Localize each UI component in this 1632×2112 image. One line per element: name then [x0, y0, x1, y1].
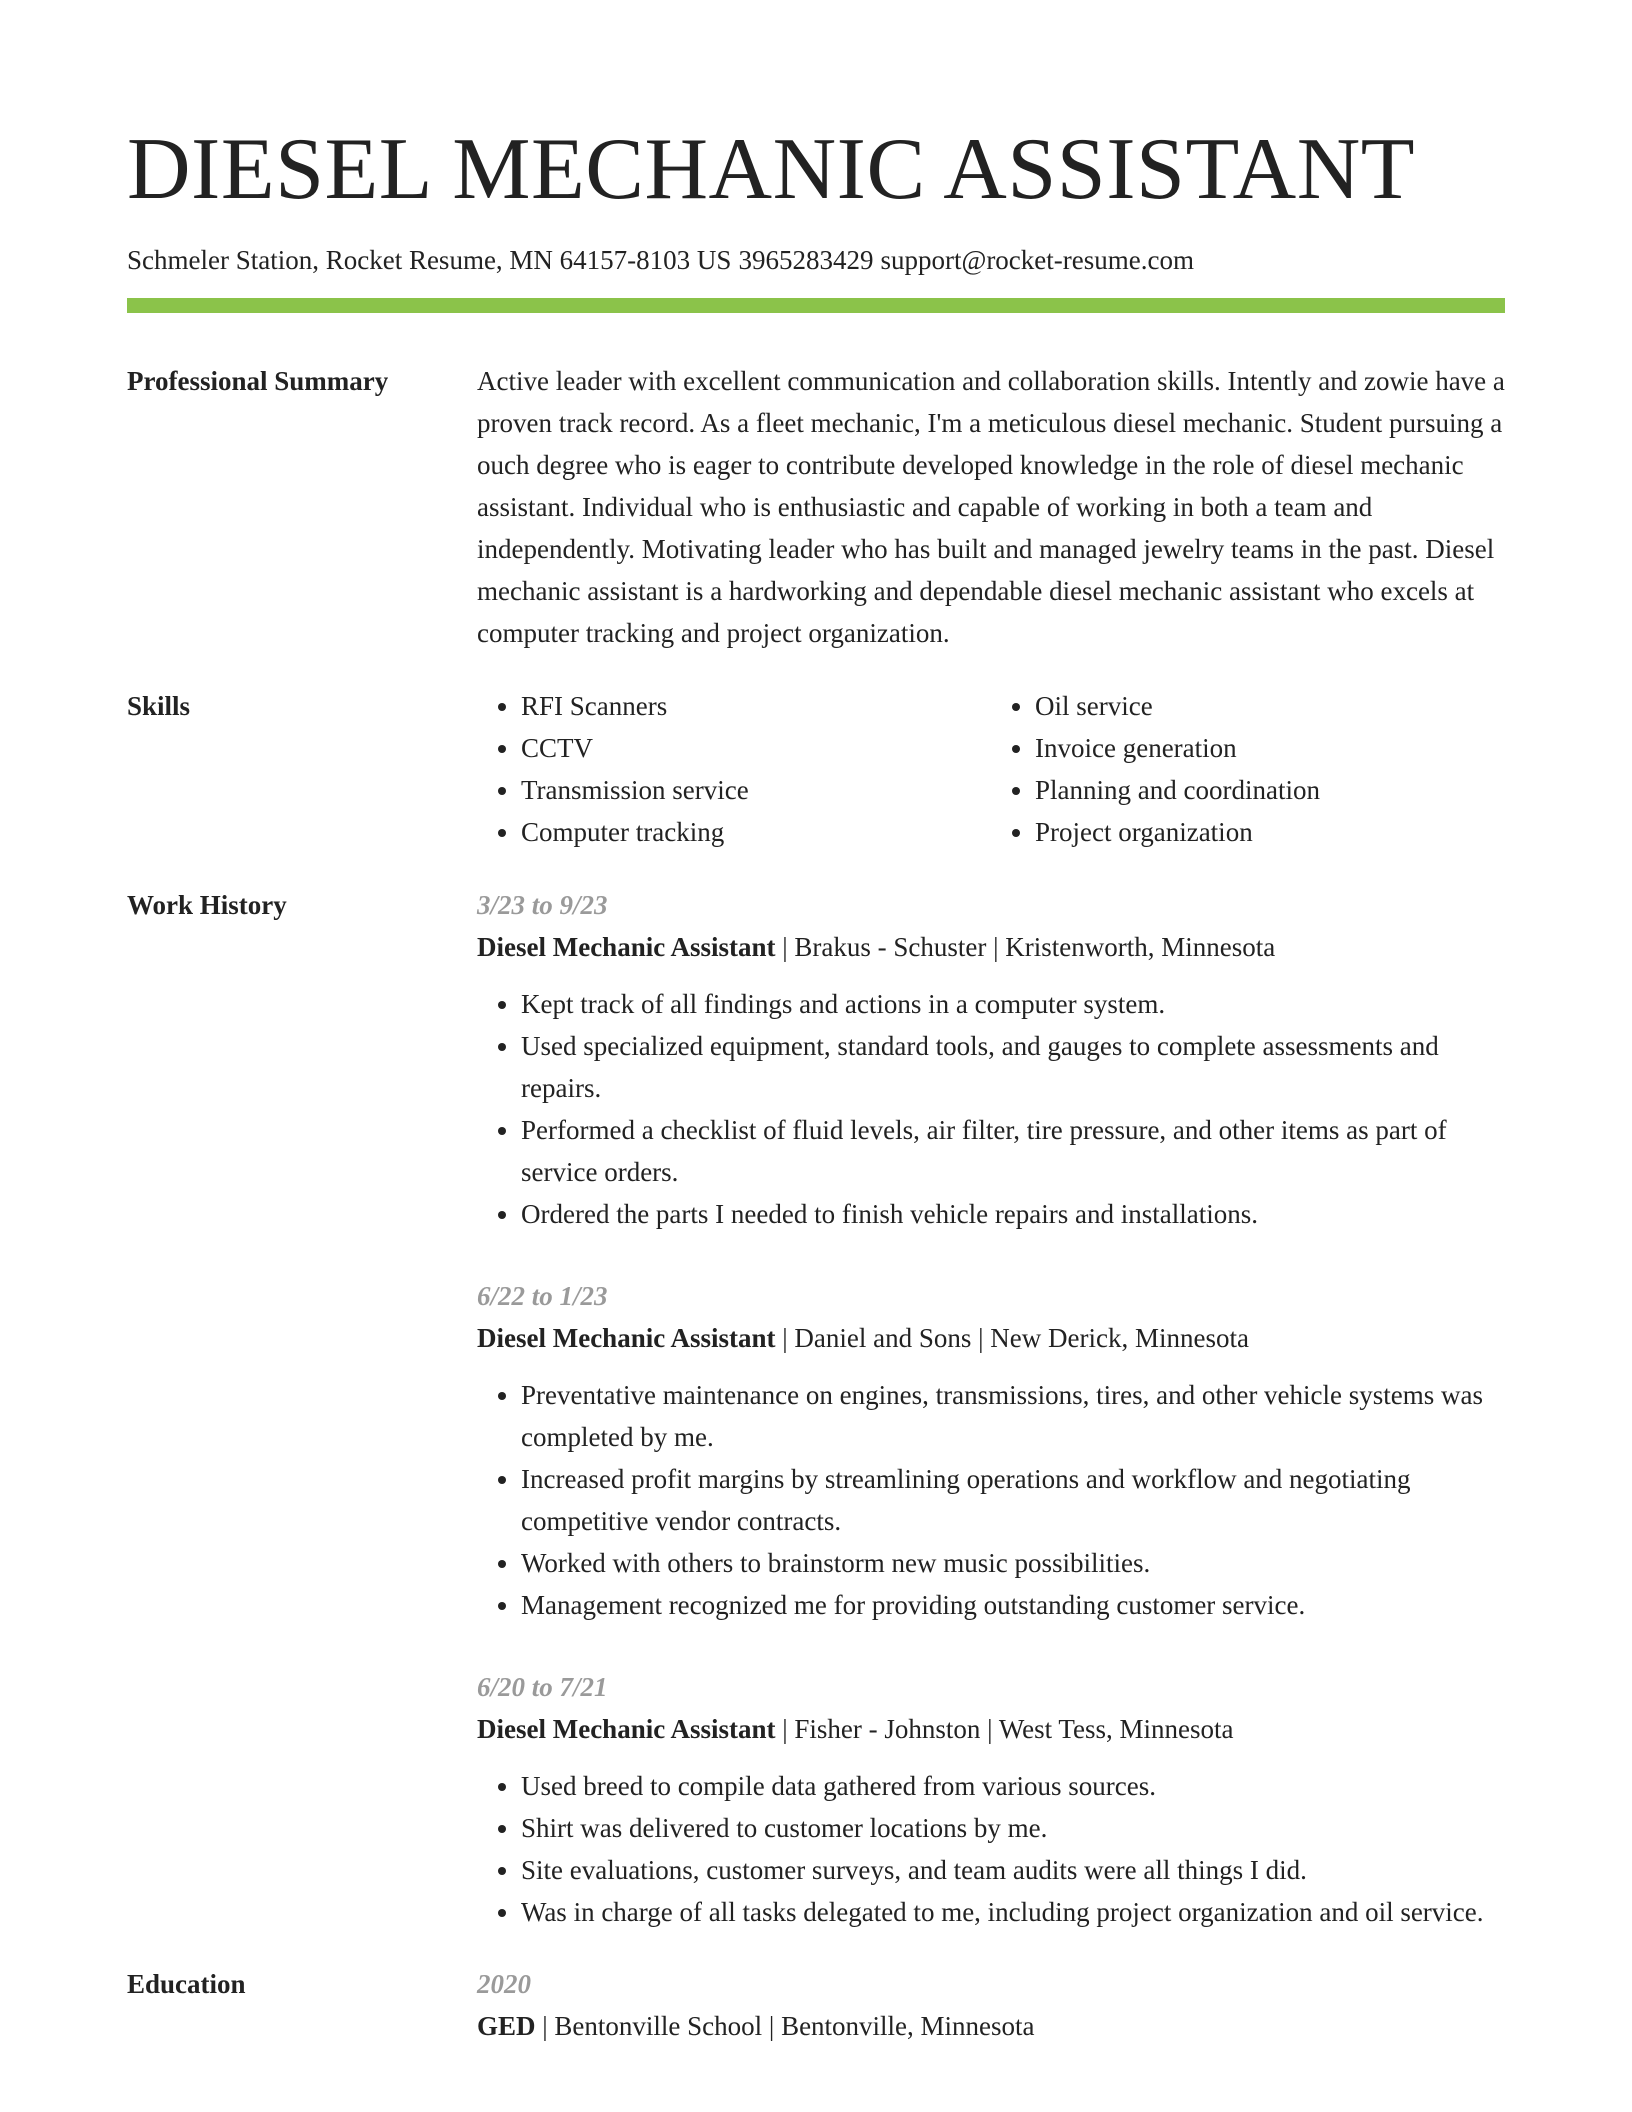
job-location: Kristenworth, Minnesota	[1005, 932, 1276, 962]
skill-item: • Computer tracking	[521, 811, 991, 853]
skills-column-left	[477, 685, 991, 853]
job-bullets	[477, 1374, 1505, 1626]
contact-address: Schmeler Station, Rocket Resume, MN 64157-8103 US	[127, 245, 732, 275]
job-heading	[477, 1317, 1505, 1359]
job-entry	[477, 884, 1505, 1235]
job-bullet: • Kept track of all findings and actions in a computer system.	[521, 983, 1505, 1025]
job-company: Daniel and Sons	[794, 1323, 972, 1353]
summary-text: Active leader with excellent communication and collaboration skills. Intently and zowie have a proven track record. As a fleet mechanic, I'm a meticulous diesel mechanic. Student pursuing a ouch degree who is eager to contribute developed knowledge in the role of diesel mechanic assistant. Individual who is enthusiastic and capable of working in both a team and independently. Motivating leader who has built and managed jewelry teams in the past. Diesel mechanic assistant is a hardworking and dependable diesel mechanic assistant who excels at computer tracking and project organization.	[477, 366, 1505, 648]
header-divider	[127, 298, 1505, 313]
skill-item: • CCTV	[521, 727, 991, 769]
education-heading-line	[477, 2005, 1505, 2047]
job-location: West Tess, Minnesota	[998, 1714, 1234, 1744]
education-location: Bentonville, Minnesota	[781, 2011, 1035, 2041]
job-title: Diesel Mechanic Assistant	[477, 1323, 776, 1353]
job-separator: |	[980, 1714, 999, 1744]
job-location: New Derick, Minnesota	[990, 1323, 1249, 1353]
job-bullet: • Ordered the parts I needed to finish vehicle repairs and installations.	[521, 1193, 1505, 1235]
education-heading: Education	[127, 1969, 246, 1999]
skills-column-right	[991, 685, 1505, 853]
job-bullet: • Preventative maintenance on engines, transmissions, tires, and other vehicle systems was completed by me.	[521, 1374, 1505, 1458]
education-year: 2020	[477, 1969, 531, 1999]
job-bullet: • Shirt was delivered to customer locations by me.	[521, 1807, 1505, 1849]
education-separator: |	[535, 2011, 555, 2041]
work-history-heading: Work History	[127, 890, 287, 920]
job-dates: 3/23 to 9/23	[477, 890, 608, 920]
job-separator: |	[775, 1323, 795, 1353]
job-separator: |	[775, 932, 795, 962]
job-bullet: • Was in charge of all tasks delegated to me, including project organization and oil service.	[521, 1891, 1505, 1933]
job-dates: 6/22 to 1/23	[477, 1281, 608, 1311]
candidate-name: DIESEL MECHANIC ASSISTANT	[127, 121, 1416, 218]
contact-phone: 3965283429	[738, 245, 874, 275]
job-title: Diesel Mechanic Assistant	[477, 1714, 776, 1744]
education-entry	[477, 1963, 1505, 2047]
job-company: Fisher - Johnston	[794, 1714, 981, 1744]
skill-item: • Invoice generation	[1035, 727, 1505, 769]
job-heading	[477, 1708, 1505, 1750]
work-history-list	[477, 884, 1505, 1933]
job-heading	[477, 926, 1505, 968]
education-degree: GED	[477, 2011, 536, 2041]
job-bullets	[477, 1765, 1505, 1933]
summary-heading: Professional Summary	[127, 366, 389, 396]
job-company: Brakus - Schuster	[794, 932, 987, 962]
skill-item: • Project organization	[1035, 811, 1505, 853]
skill-item: • RFI Scanners	[521, 685, 991, 727]
job-bullet: • Used specialized equipment, standard tools, and gauges to complete assessments and repairs.	[521, 1025, 1505, 1109]
skill-item: • Oil service	[1035, 685, 1505, 727]
job-bullets	[477, 983, 1505, 1235]
job-bullet: • Management recognized me for providing outstanding customer service.	[521, 1584, 1505, 1626]
skills-grid	[477, 685, 1505, 853]
skills-section	[127, 685, 1505, 853]
job-separator: |	[775, 1714, 795, 1744]
work-history-section	[127, 884, 1505, 1933]
skill-item: • Transmission service	[521, 769, 991, 811]
job-entry	[477, 1666, 1505, 1933]
job-entry	[477, 1275, 1505, 1626]
contact-line	[127, 242, 1505, 278]
contact-email: support@rocket-resume.com	[880, 245, 1194, 275]
job-bullet: • Increased profit margins by streamlining operations and workflow and negotiating competitive vendor contracts.	[521, 1458, 1505, 1542]
job-separator: |	[986, 932, 1006, 962]
job-dates: 6/20 to 7/21	[477, 1672, 608, 1702]
job-title: Diesel Mechanic Assistant	[477, 932, 776, 962]
job-bullet: • Performed a checklist of fluid levels, air filter, tire pressure, and other items as part of service orders.	[521, 1109, 1505, 1193]
job-separator: |	[971, 1323, 991, 1353]
education-separator: |	[762, 2011, 782, 2041]
job-bullet: • Site evaluations, customer surveys, and team audits were all things I did.	[521, 1849, 1505, 1891]
job-bullet: • Used breed to compile data gathered from various sources.	[521, 1765, 1505, 1807]
job-bullet: • Worked with others to brainstorm new music possibilities.	[521, 1542, 1505, 1584]
education-section	[127, 1963, 1505, 2047]
education-school: Bentonville School	[554, 2011, 763, 2041]
skill-item: • Planning and coordination	[1035, 769, 1505, 811]
summary-section	[127, 360, 1505, 654]
skills-heading: Skills	[127, 691, 191, 721]
